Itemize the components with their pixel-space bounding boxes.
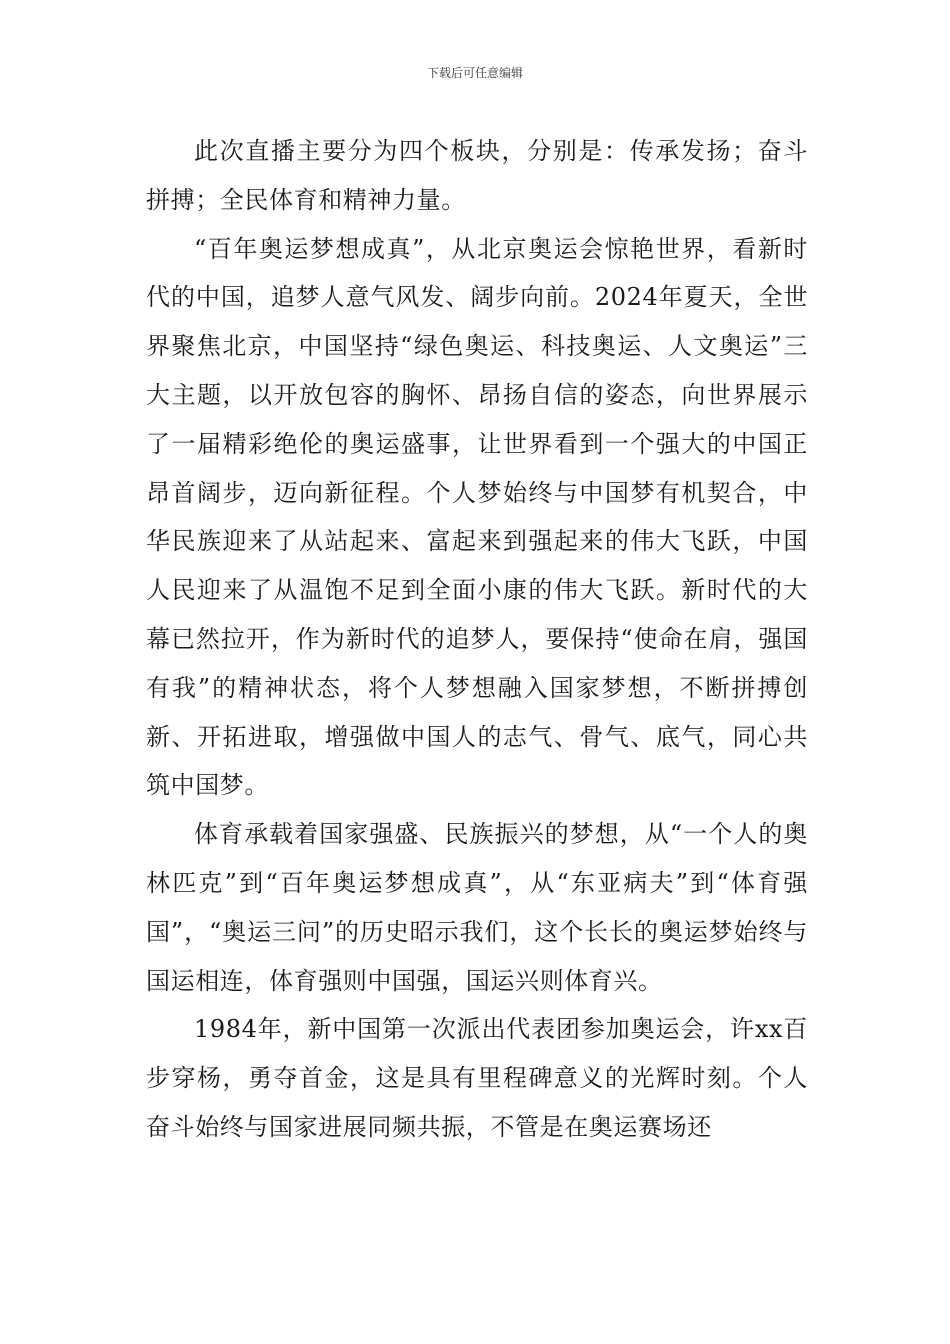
paragraph-3: 体育承载着国家强盛、民族振兴的梦想，从“一个人的奥林匹克”到“百年奥运梦想成真”，从“东亚病夫”到“体育强国”，“奥运三问”的历史昭示我们，这个长长的奥运梦始终与国运相连，体育强则中国强，国运兴则体育兴。 [146,820,808,995]
paragraph-2: “百年奥运梦想成真”，从北京奥运会惊艳世界，看新时代的中国，追梦人意气风发、阔步向前。2024年夏天，全世界聚焦北京，中国坚持“绿色奥运、科技奥运、人文奥运”三大主题，以开放包容的胸怀、昂扬自信的姿态，向世界展示了一届精彩绝伦的奥运盛事，让世界看到一个强大的中国正昂首阔步，迈向新征程。个人梦始终与中国梦有机契合，中华民族迎来了从站起来、富起来到强起来的伟大飞跃，中国人民迎来了从温饱不足到全面小康的伟大飞跃。新时代的大幕已然拉开，作为新时代的追梦人，要保持“使命在肩，强国有我”的精神状态，将个人梦想融入国家梦想，不断拼搏创新、开拓进取，增强做中国人的志气、骨气、底气，同心共筑中国梦。 [146,234,808,800]
page-header: 下载后可任意编辑 [426,66,523,80]
document-body [146,127,808,1152]
paragraph-4: 1984年，新中国第一次派出代表团参加奥运会，许xx百步穿杨，勇夺首金，这是具有里程碑意义的光辉时刻。个人奋斗始终与国家进展同频共振，不管是在奥运赛场还 [146,1015,808,1141]
paragraph-1: 此次直播主要分为四个板块，分别是：传承发扬；奋斗拼搏；全民体育和精神力量。 [146,137,808,214]
